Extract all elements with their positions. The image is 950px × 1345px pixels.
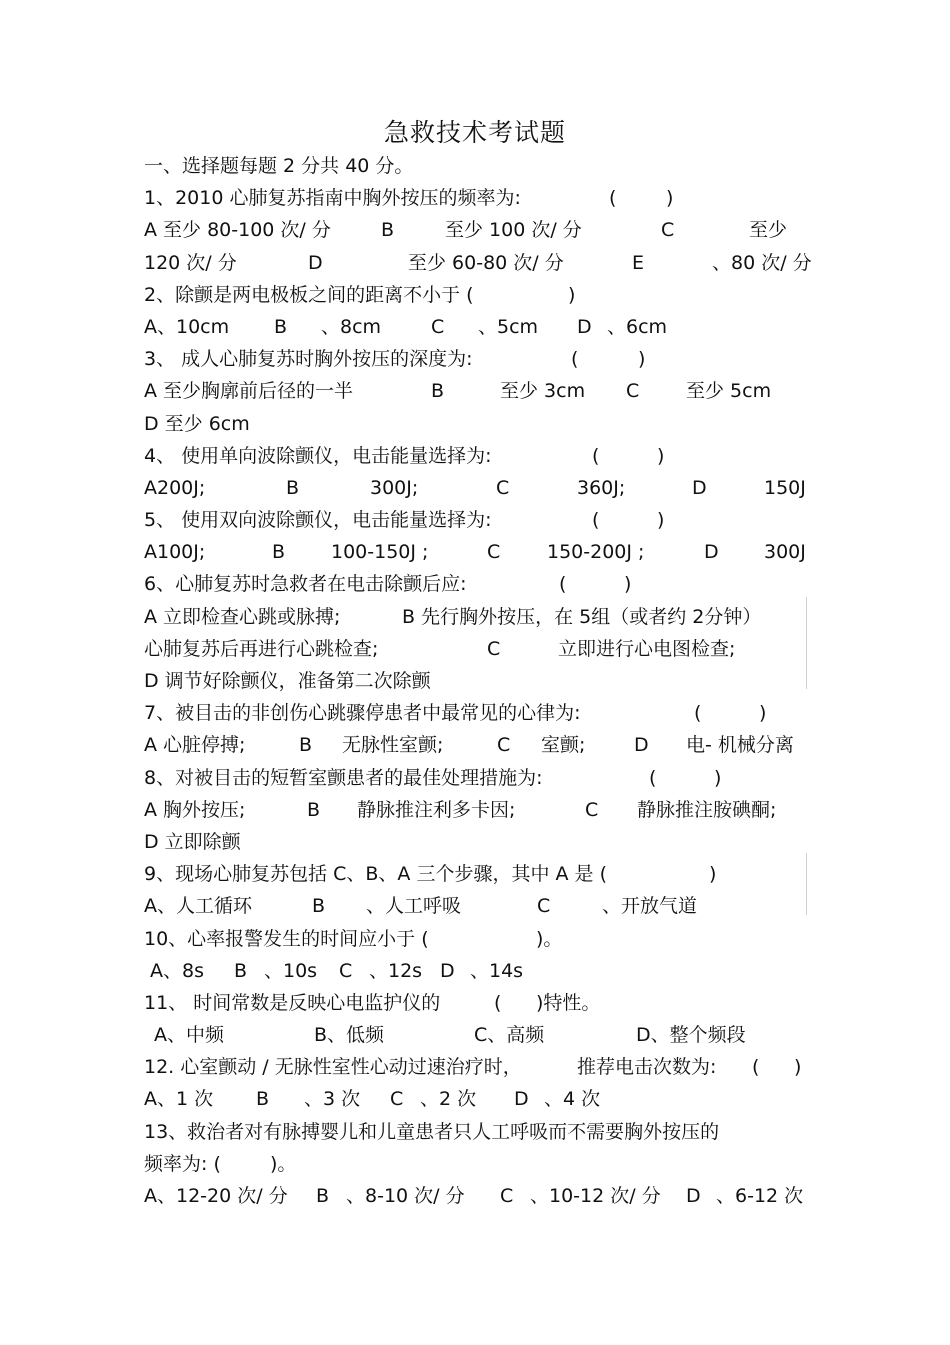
options-line: A、人工循环 B 、人工呼吸 C 、开放气道 xyxy=(144,895,698,918)
options-line: A、1 次 B 、3 次 C 、2 次 D 、4 次 xyxy=(144,1088,601,1111)
question-2: 2、除颤是两电极板之间的距离不小于 ( ) xyxy=(144,283,576,306)
options-line: 120 次/ 分 D 至少 60-80 次/ 分 E 、80 次/ 分 xyxy=(144,251,812,274)
options-line: A200J; B 300J; C 360J; D 150J xyxy=(144,476,806,499)
question-10: 10、心率报警发生的时间应小于 ( )。 xyxy=(144,927,563,950)
options-line: A 至少胸廓前后径的一半 B 至少 3cm C 至少 5cm xyxy=(144,380,772,403)
question-11: 11、 时间常数是反映心电监护仪的 ( )特性。 xyxy=(144,991,601,1014)
options-line: D 至少 6cm xyxy=(144,412,250,435)
question-6: 6、心肺复苏时急救者在电击除颤后应: ( ) xyxy=(144,573,632,596)
options-line: A、12-20 次/ 分 B 、8-10 次/ 分 C 、10-12 次/ 分 D 、6-12 次 xyxy=(144,1185,804,1207)
question-13-cont: 频率为: ( )。 xyxy=(144,1152,297,1175)
question-9: 9、现场心肺复苏包括 C、B、A 三个步骤，其中 A 是 ( ) xyxy=(144,863,717,886)
question-12: 12. 心室颤动 / 无脉性室性心动过速治疗时， 推荐电击次数为: ( ) xyxy=(144,1056,802,1079)
question-5: 5、 使用双向波除颤仪，电击能量选择为: ( ) xyxy=(144,509,665,532)
options-line: A 立即检查心跳或脉搏; B 先行胸外按压，在 5组（或者约 2分钟） xyxy=(144,605,762,628)
question-3: 3、 成人心肺复苏时胸外按压的深度为: ( ) xyxy=(144,348,646,371)
options-line: A、10cm B 、8cm C 、5cm D 、6cm xyxy=(144,315,668,338)
options-line: A100J; B 100-150J ; C 150-200J ; D 300J xyxy=(144,541,806,564)
section-heading: 一、选择题每题 2 分共 40 分。 xyxy=(144,155,414,177)
question-list xyxy=(144,150,814,1212)
options-line: A、中频 B、低频 C、高频 D、整个频段 xyxy=(154,1024,746,1047)
question-7: 7、被目击的非创伤心跳骤停患者中最常见的心律为: ( ) xyxy=(144,702,767,725)
options-line: D 立即除颤 xyxy=(144,830,241,853)
question-8: 8、对被目击的短暂室颤患者的最佳处理措施为: ( ) xyxy=(144,766,722,789)
question-4: 4、 使用单向波除颤仪，电击能量选择为: ( ) xyxy=(144,444,665,467)
options-line: A 心脏停搏; B 无脉性室颤; C 室颤; D 电- 机械分离 xyxy=(144,734,794,757)
question-13: 13、救治者对有脉搏婴儿和儿童患者只人工呼吸而不需要胸外按压的 xyxy=(144,1120,720,1143)
options-line: A 至少 80-100 次/ 分 B 至少 100 次/ 分 C 至少 xyxy=(144,219,788,242)
options-line: D 调节好除颤仪，准备第二次除颤 xyxy=(144,670,431,692)
options-line: 心肺复苏后再进行心跳检查; C 立即进行心电图检查; xyxy=(144,637,736,660)
options-line: A 胸外按压; B 静脉推注利多卡因; C 静脉推注胺碘酮; xyxy=(144,798,777,821)
page-title: 急救技术考试题 xyxy=(383,118,566,147)
question-1: 1、2010 心肺复苏指南中胸外按压的频率为: ( ) xyxy=(144,187,674,210)
options-line: A、8s B 、10s C 、12s D 、14s xyxy=(150,959,524,982)
